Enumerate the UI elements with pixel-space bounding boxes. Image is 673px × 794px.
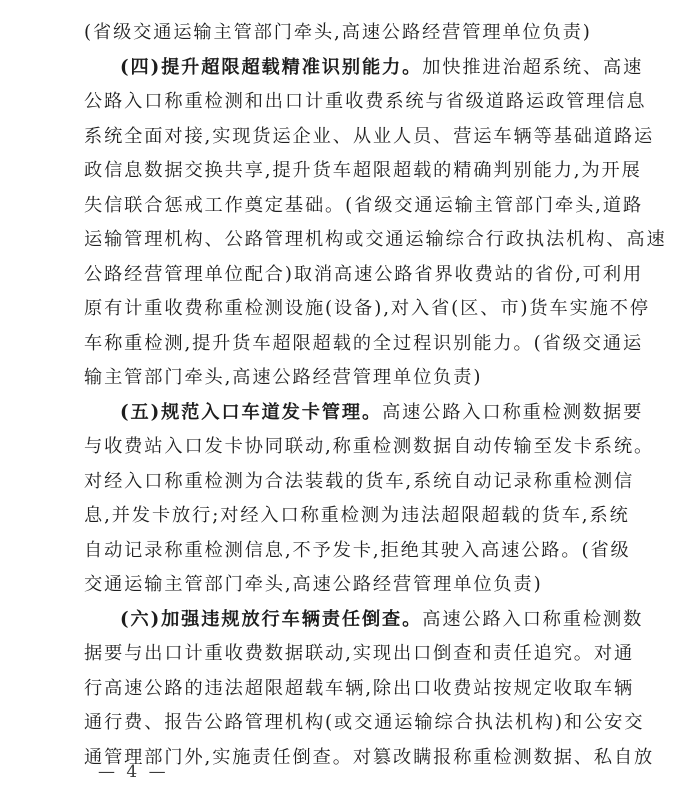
section-5-text: 高速公路入口称重检测数据要 (382, 401, 644, 423)
text-line: 原有计重收费称重检测设施(设备),对入省(区、市)货车实施不停 (84, 298, 650, 319)
text-line: 行高速公路的违法超限超载车辆,除出口收费站按规定收取车辆 (84, 677, 635, 699)
section-4-first-line (84, 51, 644, 86)
text-line: 据要与出口计重收费数据联动,实现出口倒查和责任追究。对通 (84, 643, 635, 664)
section-4-text: 加快推进治超系统、高速 (422, 56, 644, 78)
section-4-heading: (四)提升超限超载精准识别能力。 (120, 56, 423, 78)
text-line: 对经入口称重检测为合法装载的货车,系统自动记录称重检测信 (84, 470, 635, 492)
section-6-heading: (六)加强违规放行车辆责任倒查。 (120, 608, 423, 630)
text-line: 通行费、报告公路管理机构(或交通运输综合执法机构)和公安交 (84, 712, 645, 733)
section-5-first-line (84, 396, 644, 431)
text-line: 政信息数据交换共享,提升货车超限超载的精确判别能力,为开展 (84, 160, 642, 181)
text-line: 运输管理机构、公路管理机构或交通运输综合行政执法机构、高速 (84, 229, 667, 250)
text-line: 息,并发卡放行;对经入口称重检测为违法超限超载的货车,系统 (84, 505, 630, 526)
text-line: (省级交通运输主管部门牵头,高速公路经营管理单位负责) (84, 22, 592, 43)
text-line: 通管理部门外,实施责任倒查。对篡改瞒报称重检测数据、私自放 (84, 746, 655, 768)
text-line: 公路经营管理单位配合)取消高速公路省界收费站的省份,可利用 (84, 263, 644, 285)
page-number: — 4 — (98, 762, 169, 782)
text-line: 与收费站入口发卡协同联动,称重检测数据自动传输至发卡系统。 (84, 436, 655, 457)
text-line: 交通运输主管部门牵头,高速公路经营管理单位负责) (84, 574, 543, 595)
document-page (84, 16, 667, 775)
section-5-heading: (五)规范入口车道发卡管理。 (120, 401, 383, 423)
text-line: 自动记录称重检测信息,不予发卡,拒绝其驶入高速公路。(省级 (84, 539, 631, 561)
section-6-first-line (84, 603, 644, 638)
text-line: 系统全面对接,实现货运企业、从业人员、营运车辆等基础道路运 (84, 125, 655, 147)
text-line: 输主管部门牵头,高速公路经营管理单位负责) (84, 367, 483, 388)
text-line: 失信联合惩戒工作奠定基础。(省级交通运输主管部门牵头,道路 (84, 194, 644, 216)
section-6-text: 高速公路入口称重检测数 (422, 608, 644, 630)
text-line: 车称重检测,提升货车超限超载的全过程识别能力。(省级交通运 (84, 332, 644, 354)
text-line: 公路入口称重检测和出口计重收费系统与省级道路运政管理信息 (84, 91, 647, 112)
